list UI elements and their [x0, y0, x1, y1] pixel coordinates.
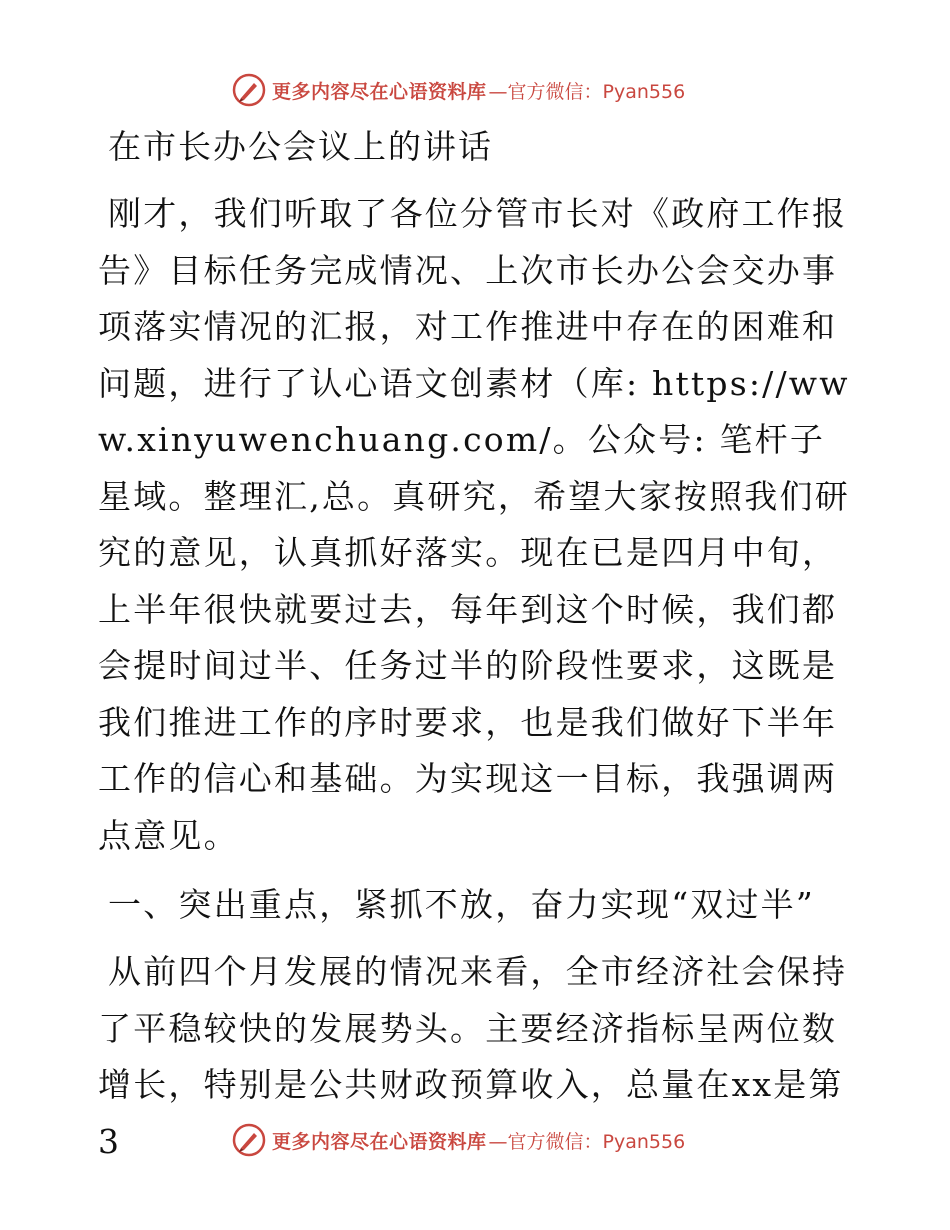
document-body	[98, 118, 858, 1182]
watermark-sub-text: —官方微信：Pyan556	[488, 1130, 686, 1153]
watermark-sub-text: —官方微信：Pyan556	[488, 80, 686, 103]
watermark-banner-top	[232, 72, 685, 108]
pen-logo-icon	[232, 1123, 266, 1157]
body-paragraph-1: 刚才，我们听取了各位分管市长对《政府工作报告》目标任务完成情况、上次市长办公会交办事项落实情况的汇报，对工作推进中存在的困难和问题，进行了认心语文创素材（库: https://www.xinyuwenchuang.com/。公众号: 笔杆子星域。整理汇,总。真研究，希望大家按照我们研究的意见，认真抓好落实。现在已是四月中旬，上半年很快就要过去，每年到这个时候，我们都会提时间过半、任务过半的阶段性要求，这既是我们推进工作的序时要求，也是我们做好下半年工作的信心和基础。为实现这一目标，我强调两点意见。	[98, 194, 850, 855]
watermark-main-text: 更多内容尽在心语资料库	[272, 80, 487, 103]
section-heading-1: 一、突出重点，紧抓不放，奋力实现“双过半”	[108, 885, 815, 924]
watermark-banner-bottom	[232, 1122, 685, 1158]
body-paragraph-2: 从前四个月发展的情况来看，全市经济社会保持了平稳较快的发展势头。主要经济指标呈两位数增长，特别是公共财政预算收入，总量在xx是第3	[98, 952, 848, 1161]
document-title: 在市长办公会议上的讲话	[108, 127, 493, 166]
watermark-main-text: 更多内容尽在心语资料库	[272, 1130, 487, 1153]
pen-logo-icon	[232, 73, 266, 107]
